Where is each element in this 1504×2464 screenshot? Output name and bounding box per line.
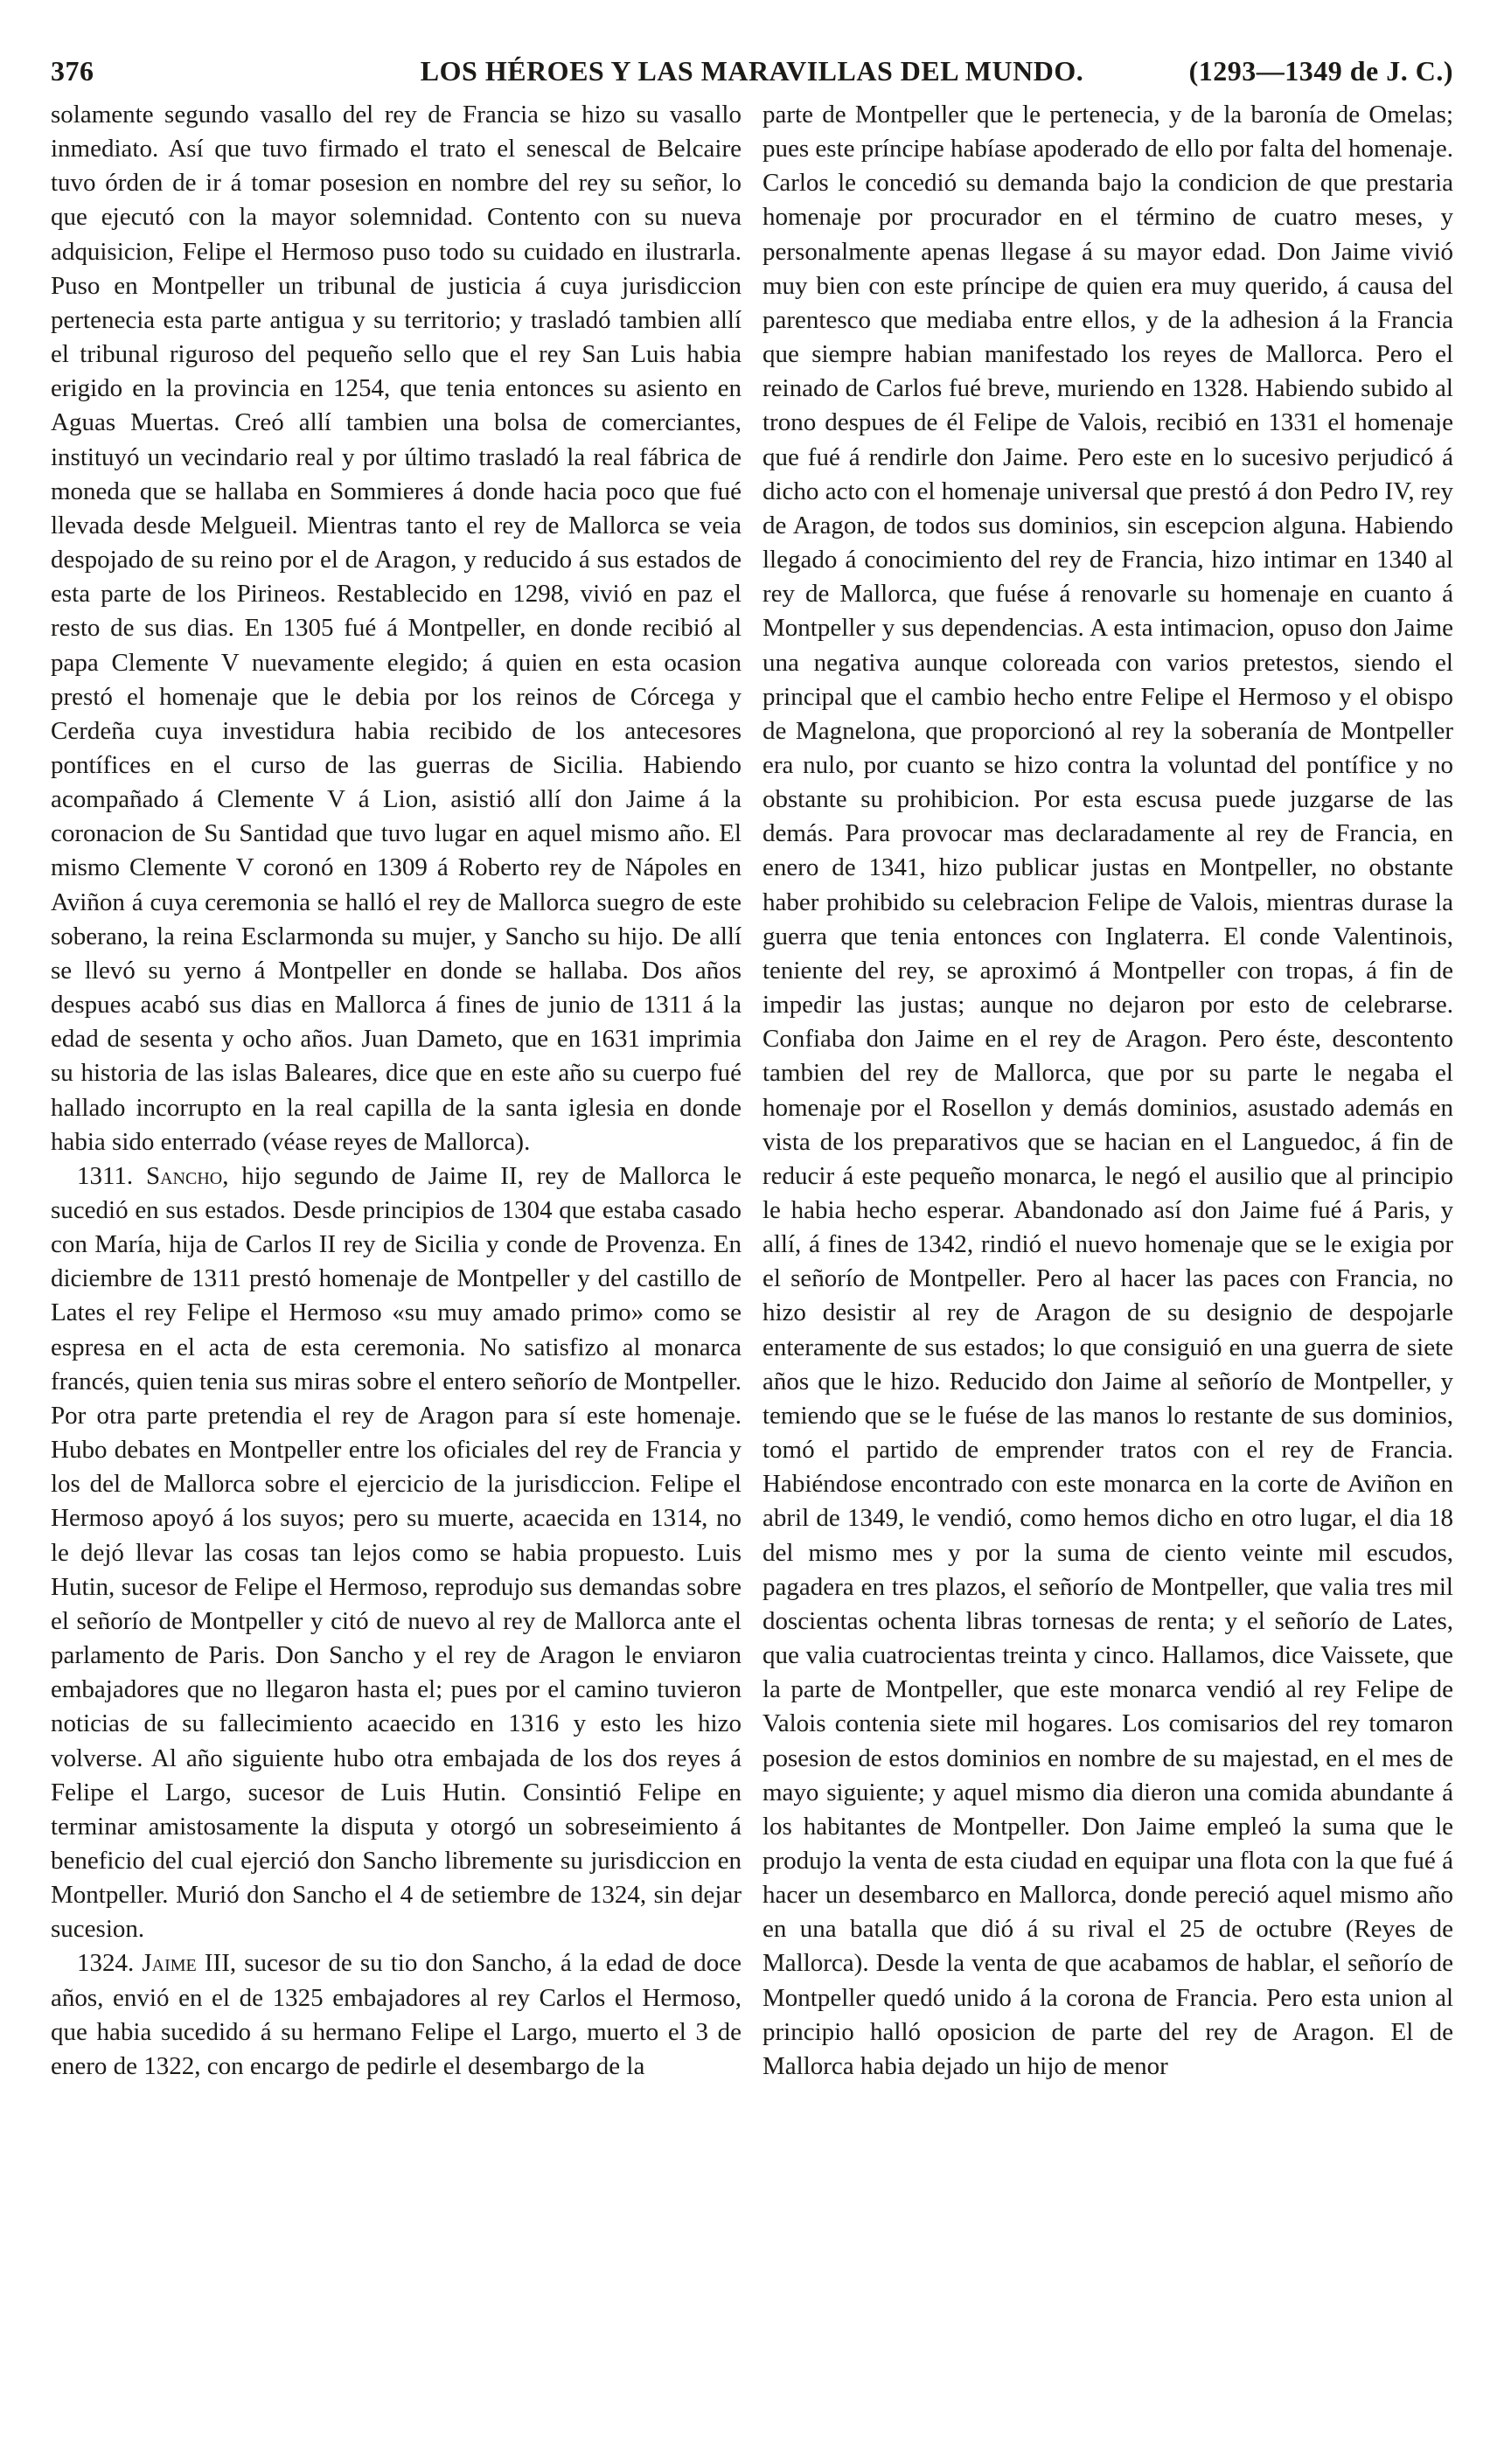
entry-text: , hijo segundo de Jaime II, rey de Mallorca le sucedió en sus estados. Desde principios de 1304 que estaba casado con María, hija de Carlos II rey de Sicilia y conde de Provenza. En diciembre de 1311 prestó homenaje de Montpeller y del castillo de Lates el rey Felipe el Hermoso «su muy amado primo» como se espresa en el acta de esta ceremonia. No satisfizo al monarca francés, quien tenia sus miras sobre el entero señorío de Montpeller. Por otra parte pretendia el rey de Aragon para sí este homenaje. Hubo debates en Montpeller entre los oficiales del rey de Francia y los del de Mallorca sobre el ejercicio de la jurisdiccion. Felipe el Hermoso apoyó á los suyos; pero su muerte, acaecida en 1314, no le dejó llevar las cosas tan lejos como se habia propuesto. Luis Hutin, sucesor de Felipe el Hermoso, reprodujo sus demandas sobre el señorío de Montpeller y citó de nuevo al rey de Mallorca ante el parlamento de Paris. Don Sancho y el rey de Aragon le enviaron embajadores que no llegaron hasta el; pues por el camino tuvieron noticias de su fallecimiento acaecido en 1316 y esto les hizo volverse. Al año siguiente hubo otra embajada de los dos reyes á Felipe el Largo, sucesor de Luis Hutin. Consintió Felipe en terminar amistosamente la disputa y otorgó un sobreseimiento á beneficio del cual ejerció don Sancho libremente su jurisdiccion en Montpeller. Murió don Sancho el 4 de setiembre de 1324, sin dejar sucesion.: [51, 1161, 742, 1944]
paragraph-jaime-iii: [51, 1946, 742, 2084]
running-title: LOS HÉROES Y LAS MARAVILLAS DEL MUNDO.: [420, 55, 1084, 87]
paragraph-jaime-ii-end: solamente segundo vasallo del rey de Francia se hizo su vasallo inmediato. Así que tuvo firmado el trato el senescal de Belcaire tuvo órden de ir á tomar posesion en nombre del rey su señor, lo que ejecutó con la mayor solemnidad. Contento con su nueva adquisicion, Felipe el Hermoso puso todo su cuidado en ilustrarla. Puso en Montpeller un tribunal de justicia á cuya jurisdiccion pertenecia esta parte antigua y su territorio; y trasladó tambien allí el tribunal riguroso del pequeño sello que el rey San Luis habia erigido en la provincia en 1254, que tenia entonces su asiento en Aguas Muertas. Creó allí tambien una bolsa de comerciantes, instituyó un vecindario real y por último trasladó la real fábrica de moneda que se hallaba en Sommieres á donde hacia poco que fué llevada desde Melgueil. Mientras tanto el rey de Mallorca se veia despojado de su reino por el de Aragon, y reducido á sus estados de esta parte de los Pirineos. Restablecido en 1298, vivió en paz el resto de sus dias. En 1305 fué á Montpeller, en donde recibió al papa Clemente V nuevamente elegido; á quien en esta ocasion prestó el homenaje que le debia por los reinos de Córcega y Cerdeña cuya investidura habia recibido de los antecesores pontífices en el curso de las guerras de Sicilia. Habiendo acompañado á Clemente V á Lion, asistió allí don Jaime á la coronacion de Su Santidad que tuvo lugar en aquel mismo año. El mismo Clemente V coronó en 1309 á Roberto rey de Nápoles en Aviñon á cuya ceremonia se halló el rey de Mallorca suegro de este soberano, la reina Esclarmonda su mujer, y Sancho su hijo. De allí se llevó su yerno á Montpeller en donde se hallaba. Dos años despues acabó sus dias en Mallorca á fines de junio de 1311 á la edad de sesenta y ocho años. Juan Dameto, que en 1631 imprimia su historia de las islas Baleares, dice que en este año su cuerpo fué hallado incorrupto en la real capilla de la santa iglesia en donde habia sido enterrado (véase reyes de Mallorca).: [51, 101, 742, 1156]
paragraph-sancho: [51, 1159, 742, 1947]
entry-text: , sucesor de su tio don Sancho, á la edad de doce años, envió en el de 1325 embajadores al rey Carlos el Hermoso, que habia sucedido á su hermano Felipe el Largo, muerto el 3 de enero de 1322, con encargo de pedirle el desembargo de la: [51, 1949, 742, 2080]
entry-name: Sancho: [145, 1161, 223, 1190]
page-header: [51, 52, 1453, 89]
date-range: (1293—1349 de J. C.): [1188, 55, 1453, 87]
right-column: [762, 98, 1453, 2424]
page-number: 376: [51, 55, 94, 87]
paragraph-jaime-iii-continued: parte de Montpeller que le pertenecia, y de la baronía de Omelas; pues este príncipe habíase apoderado de ello por falta del homenaje. Carlos le concedió su demanda bajo la condicion de que prestaria homenaje por procurador en el término de cuatro meses, y personalmente apenas llegase á su mayor edad. Don Jaime vivió muy bien con este príncipe de quien era muy querido, á causa del parentesco que mediaba entre ellos, y de la adhesion á la Francia que siempre habian manifestado los reyes de Mallorca. Pero el reinado de Carlos fué breve, muriendo en 1328. Habiendo subido al trono despues de él Felipe de Valois, recibió en 1331 el homenaje que fué á rendirle don Jaime. Pero este en lo sucesivo perjudicó á dicho acto con el homenaje universal que prestó á don Pedro IV, rey de Aragon, de todos sus dominios, sin escepcion alguna. Habiendo llegado á conocimiento del rey de Francia, hizo intimar en 1340 al rey de Mallorca, que fuése á renovarle su homenaje en cuanto á Montpeller y sus dependencias. A esta intimacion, opuso don Jaime una negativa aunque coloreada con varios pretestos, siendo el principal que el cambio hecho entre Felipe el Hermoso y el obispo de Magnelona, que proporcionó al rey la soberanía de Montpeller era nulo, por cuanto se hizo contra la voluntad del pontífice y no obstante su prohibicion. Por esta escusa puede juzgarse de las demás. Para provocar mas declaradamente al rey de Francia, en enero de 1341, hizo publicar justas en Montpeller, no obstante haber prohibido su celebracion Felipe de Valois, mientras durase la guerra que tenia entonces con Inglaterra. El conde Valentinois, teniente del rey, se aproximó á Montpeller con tropas, á fin de impedir las justas; aunque no dejaron por esto de celebrarse. Confiaba don Jaime en el rey de Aragon. Pero éste, descontento tambien del rey de Mallorca, que por su parte le negaba el homenaje por el Rosellon y demás dominios, asustado además en vista de los preparativos que se hacian en el Languedoc, á fin de reducir á este pequeño monarca, le negó el ausilio que al principio le habia hecho esperar. Abandonado así don Jaime fué á Paris, y allí, á fines de 1342, rindió el nuevo homenaje que se le exigia por el señorío de Montpeller. Pero al hacer las paces con Francia, no hizo desistir al rey de Aragon de su designio de despojarle enteramente de sus estados; lo que consiguió en una guerra de siete años que le hizo. Reducido don Jaime al señorío de Montpeller, y temiendo que se le fuése de las manos lo restante de sus dominios, tomó el partido de emprender tratos con el rey de Francia. Habiéndose encontrado con este monarca en la corte de Aviñon en abril de 1349, le vendió, como hemos dicho en otro lugar, el dia 18 del mismo mes y por la suma de ciento veinte mil escudos, pagadera en tres plazos, el señorío de Montpeller, que valia tres mil doscientas ochenta libras tornesas de renta; y el señorío de Lates, que valia cuatrocientas treinta y cinco. Hallamos, dice Vaissete, que la parte de Montpeller, que este monarca vendió al rey Felipe de Valois contenia siete mil hogares. Los comisarios del rey tomaron posesion de estos dominios en nombre de su majestad, en el mes de mayo siguiente; y aquel mismo dia dieron una comida abundante á los habitantes de Montpeller. Don Jaime empleó la suma que le produjo la venta de esta ciudad en equipar una flota con la que fué á hacer un desembarco en Mallorca, donde pereció aquel mismo año en una batalla que dió á su rival el 25 de octubre (Reyes de Mallorca). Desde la venta de que acabamos de hablar, el señorío de Montpeller quedó unido á la corona de Francia. Pero esta union al principio halló oposicion de parte del rey de Aragon. El de Mallorca habia dejado un hijo de menor: [762, 101, 1453, 2080]
entry-name: Jaime III: [142, 1949, 230, 1978]
left-column: [51, 98, 742, 2424]
entry-year: 1324.: [77, 1949, 135, 1978]
entry-year: 1311.: [77, 1161, 134, 1190]
